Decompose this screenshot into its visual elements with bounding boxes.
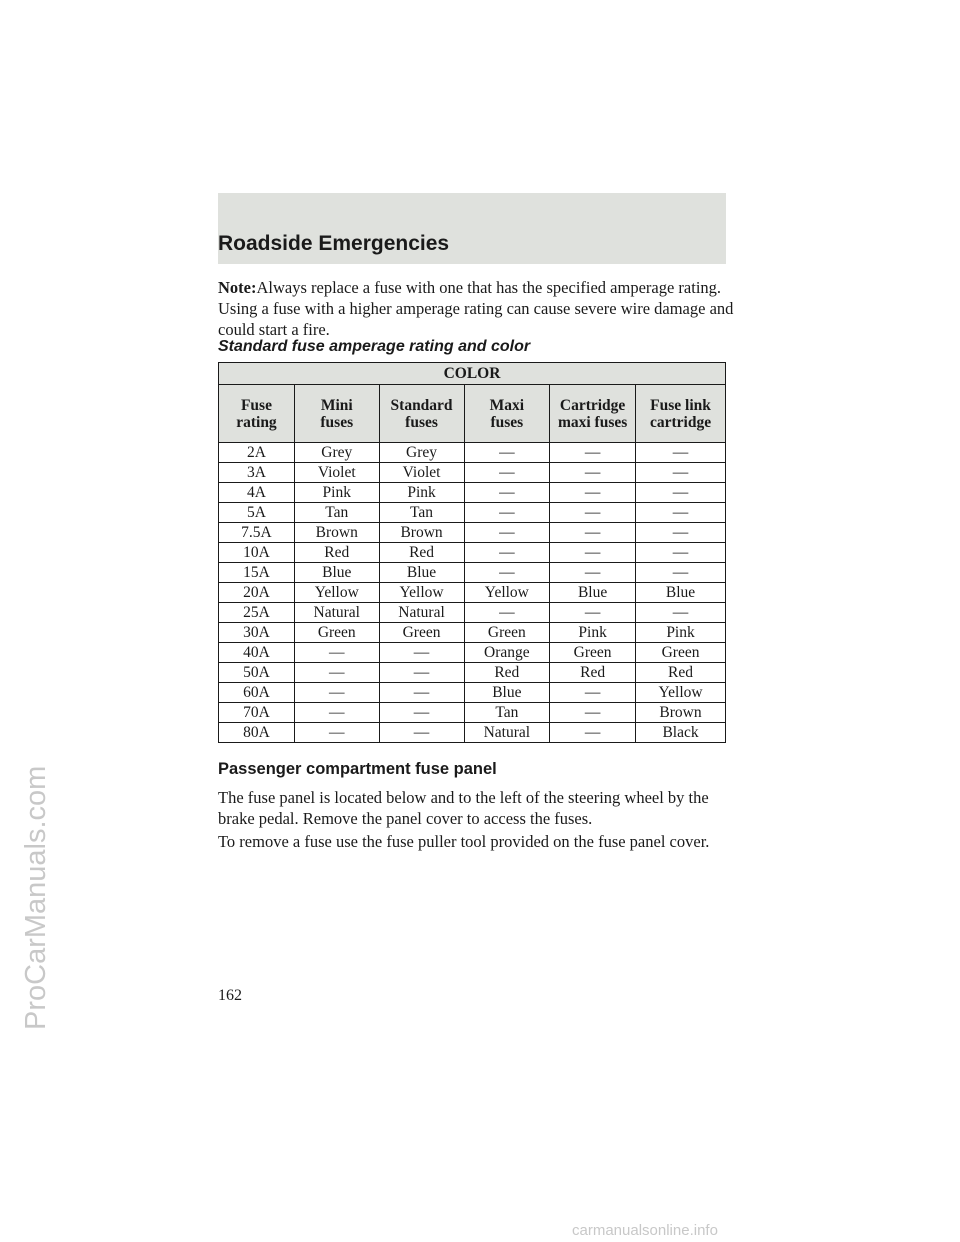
table-cell: 70A bbox=[219, 703, 295, 723]
table-cell: — bbox=[550, 483, 636, 503]
table-cell: 30A bbox=[219, 623, 295, 643]
table-row bbox=[219, 523, 726, 543]
table-cell: Natural bbox=[294, 603, 379, 623]
table-cell: Orange bbox=[464, 643, 550, 663]
table-cell: Pink bbox=[379, 483, 464, 503]
table-row bbox=[219, 723, 726, 743]
table-cell: Blue bbox=[636, 583, 726, 603]
table-cell: — bbox=[550, 543, 636, 563]
table-cell: — bbox=[294, 703, 379, 723]
table-cell: 60A bbox=[219, 683, 295, 703]
table-cell: Green bbox=[550, 643, 636, 663]
table-cell: 80A bbox=[219, 723, 295, 743]
table-cell: Green bbox=[294, 623, 379, 643]
table-cell: — bbox=[379, 723, 464, 743]
table-cell: — bbox=[550, 443, 636, 463]
table-cell: — bbox=[464, 543, 550, 563]
table-cell: Blue bbox=[379, 563, 464, 583]
table-row bbox=[219, 683, 726, 703]
note-paragraph bbox=[218, 277, 738, 340]
table-cell: — bbox=[550, 603, 636, 623]
table-cell: — bbox=[379, 643, 464, 663]
table-cell: Yellow bbox=[636, 683, 726, 703]
table-cell: Brown bbox=[636, 703, 726, 723]
table-cell: Yellow bbox=[379, 583, 464, 603]
table-cell: 15A bbox=[219, 563, 295, 583]
column-header-fuse-rating: Fuse rating bbox=[219, 385, 295, 443]
table-cell: — bbox=[294, 683, 379, 703]
table-cell: Red bbox=[294, 543, 379, 563]
table-cell: Blue bbox=[294, 563, 379, 583]
table-row bbox=[219, 703, 726, 723]
table-cell: Brown bbox=[379, 523, 464, 543]
table-row bbox=[219, 583, 726, 603]
watermark-carmanualsonline: carmanualsonline.info bbox=[572, 1222, 718, 1239]
table-cell: — bbox=[550, 683, 636, 703]
table-cell: Green bbox=[464, 623, 550, 643]
table-cell: Pink bbox=[636, 623, 726, 643]
table-cell: — bbox=[636, 523, 726, 543]
table-cell: Violet bbox=[379, 463, 464, 483]
table-cell: Pink bbox=[294, 483, 379, 503]
table-cell: — bbox=[636, 463, 726, 483]
table-cell: — bbox=[379, 663, 464, 683]
table-cell: 40A bbox=[219, 643, 295, 663]
table-cell: 4A bbox=[219, 483, 295, 503]
table-cell: 20A bbox=[219, 583, 295, 603]
table-cell: — bbox=[636, 563, 726, 583]
table-cell: — bbox=[550, 503, 636, 523]
column-header-fuse-link-cartridge: Fuse link cartridge bbox=[636, 385, 726, 443]
table-cell: — bbox=[636, 443, 726, 463]
table-row bbox=[219, 503, 726, 523]
table-cell: — bbox=[379, 683, 464, 703]
table-cell: Grey bbox=[379, 443, 464, 463]
table-cell: — bbox=[464, 563, 550, 583]
table-cell: Natural bbox=[379, 603, 464, 623]
column-header-cartridge-maxi-fuses: Cartridge maxi fuses bbox=[550, 385, 636, 443]
table-row bbox=[219, 463, 726, 483]
table-cell: Red bbox=[379, 543, 464, 563]
color-group-header: COLOR bbox=[219, 363, 726, 385]
table-cell: — bbox=[294, 663, 379, 683]
table-cell: Natural bbox=[464, 723, 550, 743]
column-header-mini-fuses: Mini fuses bbox=[294, 385, 379, 443]
table-row bbox=[219, 623, 726, 643]
table-row bbox=[219, 563, 726, 583]
table-cell: Green bbox=[636, 643, 726, 663]
table-cell: Red bbox=[464, 663, 550, 683]
table-cell: — bbox=[379, 703, 464, 723]
table-cell: Brown bbox=[294, 523, 379, 543]
column-header-standard-fuses: Standard fuses bbox=[379, 385, 464, 443]
table-cell: 50A bbox=[219, 663, 295, 683]
sub-heading: Passenger compartment fuse panel bbox=[218, 760, 497, 778]
watermark-procarmanuals: ProCarManuals.com bbox=[20, 765, 52, 1030]
table-row bbox=[219, 643, 726, 663]
table-cell: — bbox=[464, 443, 550, 463]
table-cell: — bbox=[636, 503, 726, 523]
table-cell: 3A bbox=[219, 463, 295, 483]
table-cell: — bbox=[464, 483, 550, 503]
body-paragraph: The fuse panel is located below and to the left of the steering wheel by the brake pedal. Remove the panel cover to access the fuses. bbox=[218, 788, 709, 828]
table-cell: — bbox=[464, 463, 550, 483]
table-cell: Pink bbox=[550, 623, 636, 643]
column-header-maxi-fuses: Maxi fuses bbox=[464, 385, 550, 443]
table-cell: Yellow bbox=[294, 583, 379, 603]
table-cell: — bbox=[294, 723, 379, 743]
table-cell: — bbox=[464, 603, 550, 623]
table-cell: 7.5A bbox=[219, 523, 295, 543]
table-cell: — bbox=[550, 703, 636, 723]
table-cell: — bbox=[464, 523, 550, 543]
table-cell: Green bbox=[379, 623, 464, 643]
table-cell: 5A bbox=[219, 503, 295, 523]
table-cell: 10A bbox=[219, 543, 295, 563]
table-cell: Grey bbox=[294, 443, 379, 463]
table-row bbox=[219, 483, 726, 503]
table-row bbox=[219, 663, 726, 683]
table-row bbox=[219, 603, 726, 623]
table-cell: Blue bbox=[464, 683, 550, 703]
table-cell: Black bbox=[636, 723, 726, 743]
fuse-color-table bbox=[218, 362, 726, 743]
table-cell: Tan bbox=[379, 503, 464, 523]
table-cell: Red bbox=[636, 663, 726, 683]
table-cell: Tan bbox=[464, 703, 550, 723]
table-cell: — bbox=[294, 643, 379, 663]
table-cell: — bbox=[636, 543, 726, 563]
table-cell: — bbox=[550, 563, 636, 583]
table-cell: Violet bbox=[294, 463, 379, 483]
section-title: Roadside Emergencies bbox=[218, 232, 450, 255]
table-cell: Tan bbox=[294, 503, 379, 523]
table-cell: — bbox=[550, 723, 636, 743]
table-cell: — bbox=[550, 463, 636, 483]
note-label: Note: bbox=[218, 278, 257, 297]
table-cell: 2A bbox=[219, 443, 295, 463]
page-number: 162 bbox=[218, 987, 242, 1004]
table-row bbox=[219, 443, 726, 463]
table-cell: — bbox=[464, 503, 550, 523]
table-cell: Red bbox=[550, 663, 636, 683]
table-cell: — bbox=[550, 523, 636, 543]
table-cell: — bbox=[636, 483, 726, 503]
table-cell: 25A bbox=[219, 603, 295, 623]
table-row bbox=[219, 543, 726, 563]
table-cell: Blue bbox=[550, 583, 636, 603]
body-paragraph: To remove a fuse use the fuse puller tool provided on the fuse panel cover. bbox=[218, 832, 710, 851]
table-title: Standard fuse amperage rating and color bbox=[218, 338, 531, 355]
table-cell: Yellow bbox=[464, 583, 550, 603]
table-cell: — bbox=[636, 603, 726, 623]
note-text: Always replace a fuse with one that has the specified amperage rating. Using a fuse with a higher amperage rating can cause severe wire damage and could start a fire. bbox=[218, 278, 734, 339]
